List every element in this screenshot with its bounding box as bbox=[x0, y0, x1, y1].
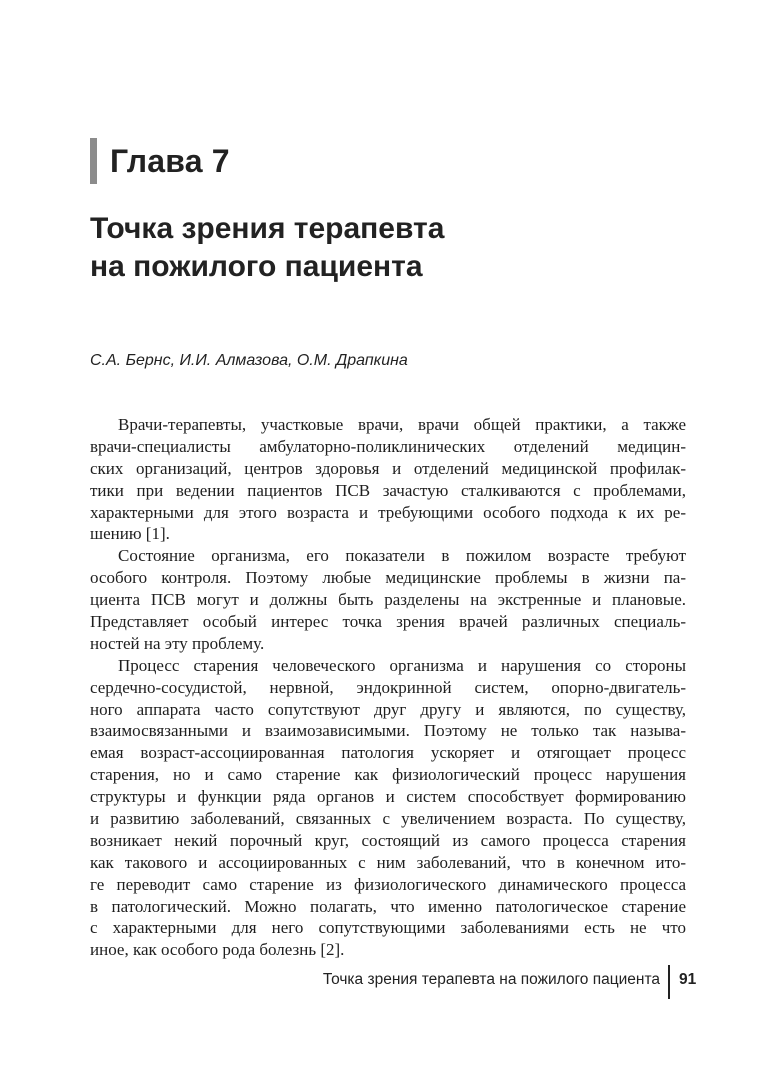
text-line: емая возраст-ассоциированная патология ускоряет и отягощает процесс bbox=[90, 743, 686, 763]
chapter-title-line: Точка зрения терапевта bbox=[90, 212, 445, 245]
text-line: в патологический. Можно полагать, что именно патологическое старение bbox=[90, 896, 686, 916]
chapter-label: Глава 7 bbox=[110, 142, 230, 179]
chapter-heading bbox=[90, 138, 230, 184]
text-line: Врачи-терапевты, участковые врачи, врачи общей практики, а также bbox=[118, 415, 686, 434]
text-line: характерными для этого возраста и требующими особого подхода к их ре- bbox=[90, 502, 686, 522]
text-line: особого контроля. Поэтому любые медицинские проблемы в жизни па- bbox=[90, 568, 686, 588]
text-line: ностей на эту проблему. bbox=[90, 633, 265, 653]
text-line: циента ПСВ могут и должны быть разделены на экстренные и плановые. bbox=[90, 590, 686, 610]
text-line: тики при ведении пациентов ПСВ зачастую сталкиваются с проблемами, bbox=[90, 480, 686, 500]
text-line: ного аппарата часто сопутствуют друг другу и являются, по существу, bbox=[90, 699, 686, 719]
text-line: возникает некий порочный круг, состоящий из самого процесса старения bbox=[90, 830, 686, 850]
text-line: ских организаций, центров здоровья и отделений медицинской профилак- bbox=[90, 458, 686, 478]
text-line: с характерными для него сопутствующими заболеваниями есть не что bbox=[90, 918, 686, 938]
text-line: взаимосвязанными и взаимозависимыми. Поэтому не только так называ- bbox=[90, 721, 686, 741]
text-line: ге переводит само старение из физиологического динамического процесса bbox=[90, 874, 686, 894]
text-line: Состояние организма, его показатели в пожилом возрасте требуют bbox=[118, 546, 686, 566]
chapter-title-line: на пожилого пациента bbox=[90, 250, 423, 283]
text-line: шению [1]. bbox=[90, 524, 170, 544]
text-line: иное, как особого рода болезнь [2]. bbox=[90, 940, 345, 960]
text-line: старения, но и само старение как физиологический процесс нарушения bbox=[90, 765, 686, 785]
page-footer bbox=[0, 965, 776, 999]
page-number: 91 bbox=[679, 971, 697, 988]
text-line: структуры и функции ряда органов и систем способствует формированию bbox=[90, 787, 686, 807]
authors: С.А. Бернс, И.И. Алмазова, О.М. Драпкина bbox=[90, 352, 408, 369]
text-line: как такового и ассоциированных с ним заболеваний, что в конечном ито- bbox=[90, 852, 686, 872]
footer-divider bbox=[668, 965, 670, 999]
chapter-title bbox=[90, 210, 650, 286]
running-title: Точка зрения терапевта на пожилого пациента bbox=[322, 971, 660, 988]
text-line: врачи-специалисты амбулаторно-поликлинических отделений медицин- bbox=[90, 436, 686, 456]
text-line: сердечно-сосудистой, нервной, эндокринной систем, опорно-двигатель- bbox=[90, 677, 686, 697]
body-text bbox=[90, 414, 686, 961]
text-line: Процесс старения человеческого организма и нарушения со стороны bbox=[118, 655, 686, 675]
text-line: и развитию заболеваний, связанных с увеличением возраста. По существу, bbox=[90, 809, 686, 829]
chapter-accent-bar bbox=[90, 138, 97, 184]
text-line: Представляет особый интерес точка зрения врачей различных специаль- bbox=[90, 612, 686, 632]
